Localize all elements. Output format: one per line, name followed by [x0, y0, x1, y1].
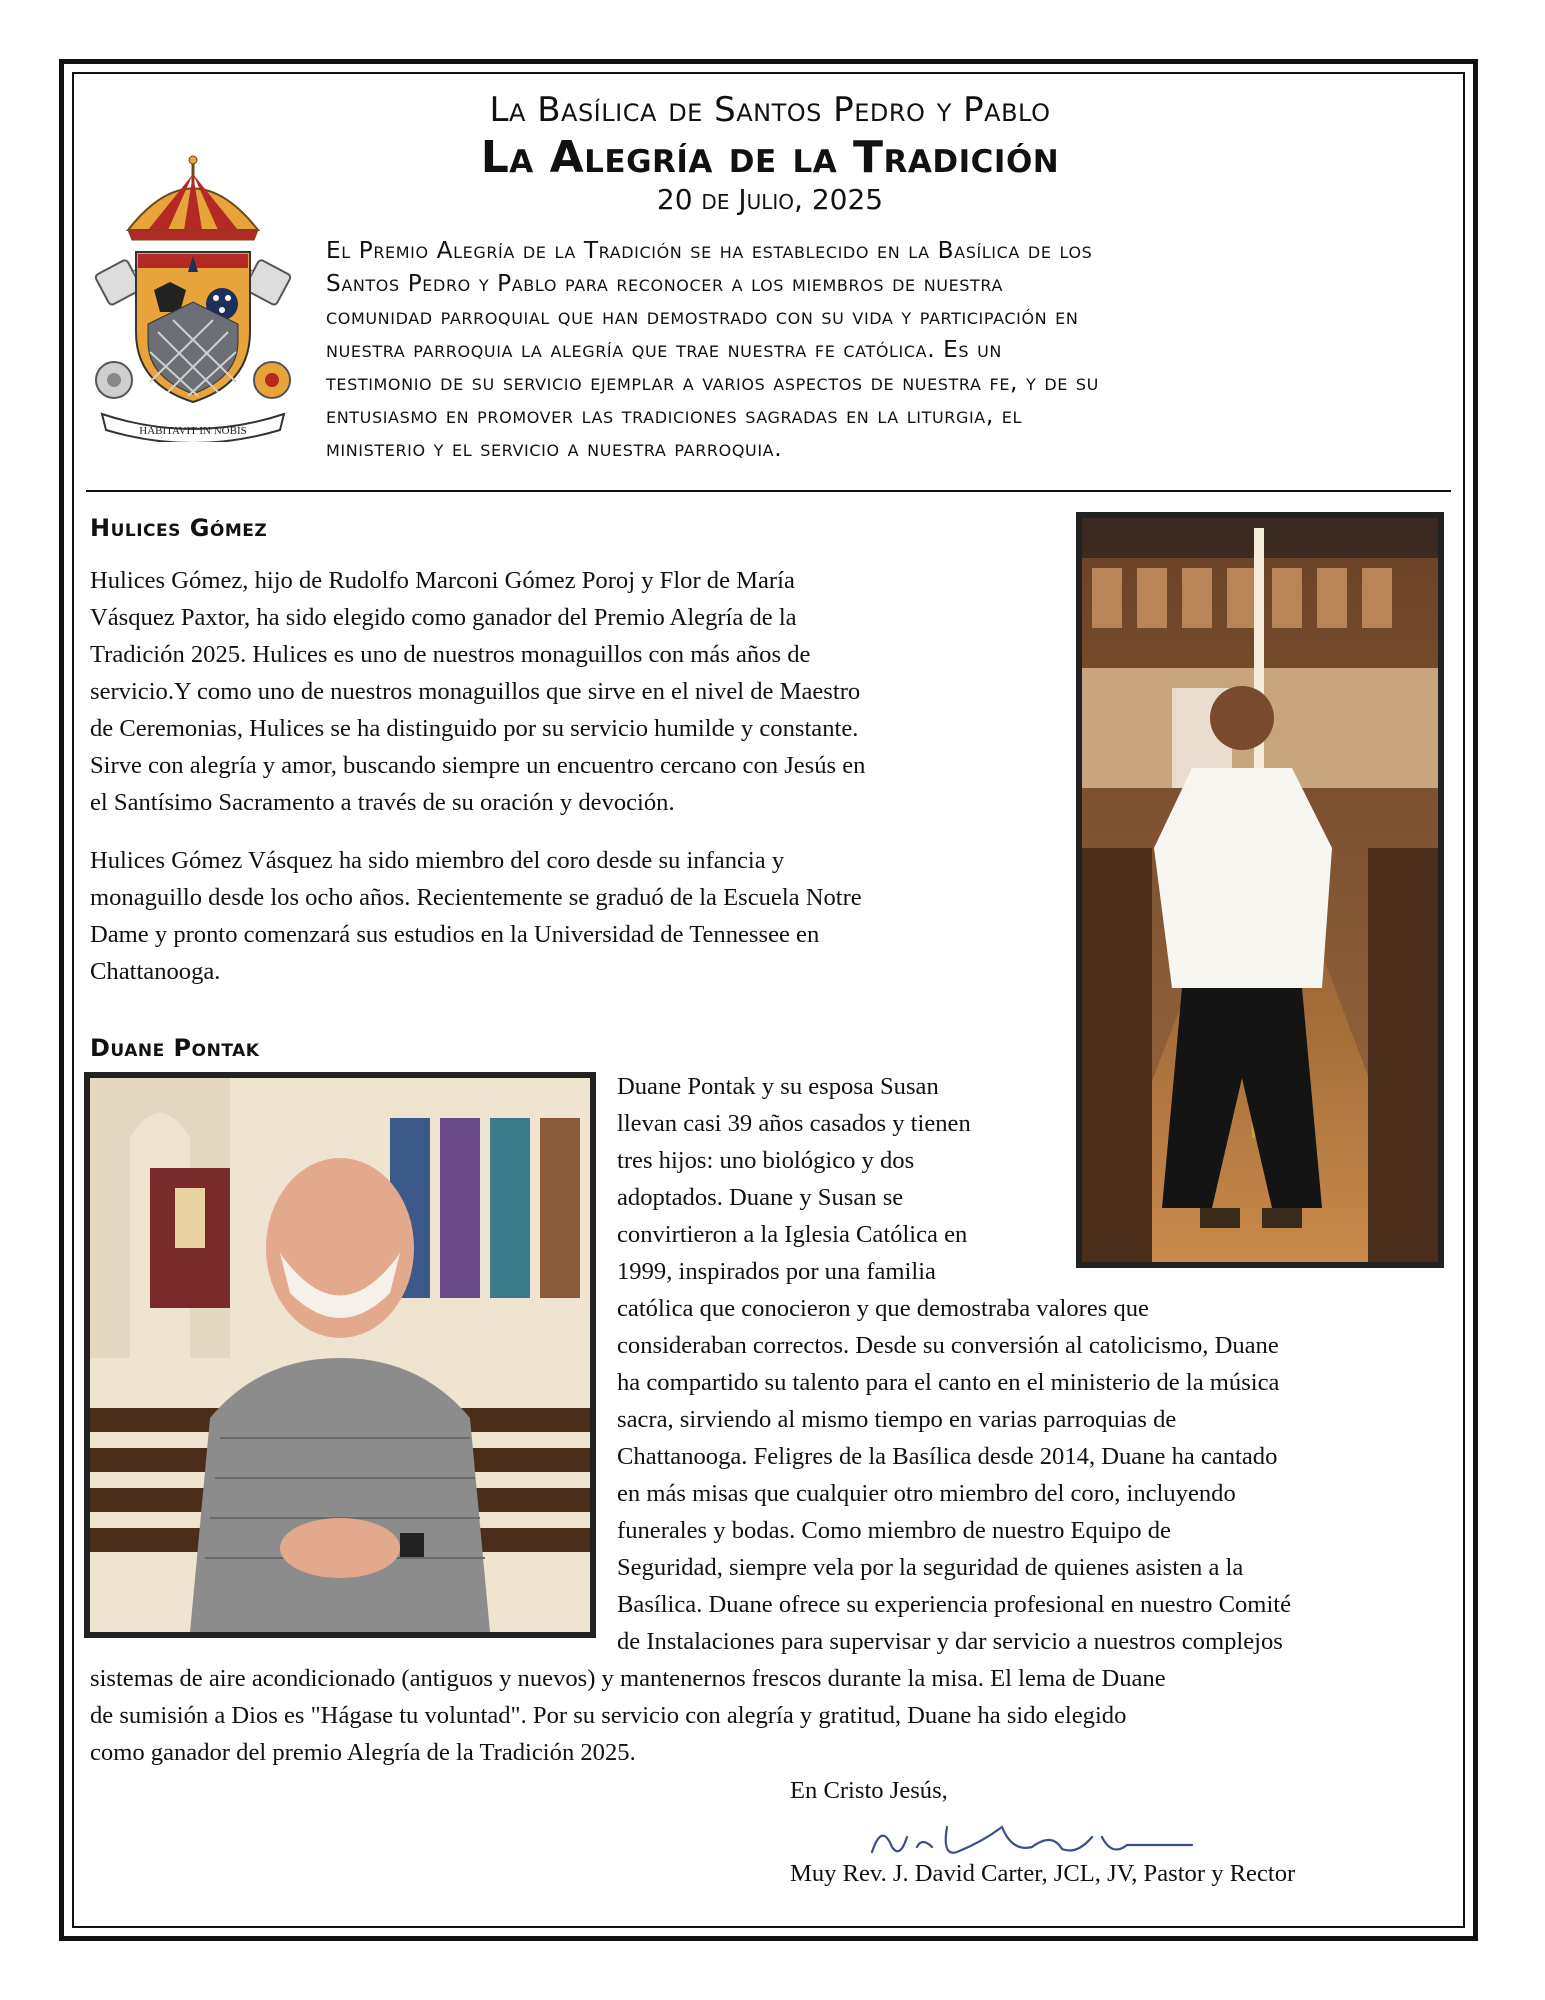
page-title: La Alegría de la Tradición — [480, 132, 1060, 183]
closing-salutation: En Cristo Jesús, — [790, 1777, 948, 1804]
duane-paragraph-narrow: Duane Pontak y su esposa Susan llevan casi 39 años casados y tienen tres hijos: uno biológico y dos adoptados. Duane y Susan se convirtieron a la Iglesia Católica en 1999, inspirados por una familia — [617, 1073, 971, 1285]
altar-server-image — [1082, 518, 1438, 1262]
basilica-crest-icon — [88, 152, 298, 442]
duane-photo — [84, 1072, 596, 1638]
duane-paragraph-medium: católica que conocieron y que demostraba valores que consideraban correctos. Desde su conversión al catolicismo, Duane ha compartido su talento para el canto en el ministerio de la música sacra, sirviendo al mismo tiempo en varias parroquias de Chattanooga. Feligres de la Basílica desde 2014, Duane ha cantado en más misas que cualquier otro miembro del coro, incluyendo funerales y bodas. Como miembro de nuestro Equipo de Seguridad, siempre vela por la seguridad de quienes asisten a la Basílica. Duane ofrece su experiencia profesional en nuestro Comité de Instalaciones para supervisar y dar servicio a nuestros complejos — [617, 1295, 1292, 1655]
duane-paragraph-wide: sistemas de aire acondicionado (antiguos y nuevos) y mantenernos frescos durante la misa. El lema de Duane de sumisión a Dios es "Hágase tu voluntad". Por su servicio con alegría y gratitud, Duane ha sido elegido como ganador del premio Alegría de la Tradición 2025. — [90, 1665, 1166, 1766]
altar-server-photo — [1076, 512, 1444, 1268]
signature-icon — [862, 1807, 1212, 1867]
hulices-paragraph-2: Hulices Gómez Vásquez ha sido miembro del coro desde su infancia y monaguillo desde los ocho años. Recientemente se graduó de la Escuela Notre Dame y pronto comenzará sus estudios en la Universidad de Tennessee en Chattanooga. — [90, 847, 862, 985]
date: 20 de Julio, 2025 — [656, 183, 884, 216]
basilica-name: La Basílica de Santos Pedro y Pablo — [489, 90, 1051, 130]
section-divider — [86, 490, 1451, 492]
crest-motto: HABITAVIT IN NOBIS — [139, 425, 247, 437]
duane-heading: Duane Pontak — [90, 1034, 260, 1062]
hulices-heading: Hulices Gómez — [90, 514, 268, 542]
signatory-name: Muy Rev. J. David Carter, JCL, JV, Pastor y Rector — [790, 1860, 1296, 1887]
duane-portrait-image — [90, 1078, 590, 1632]
hulices-paragraph-1: Hulices Gómez, hijo de Rudolfo Marconi Gómez Poroj y Flor de María Vásquez Paxtor, ha sido elegido como ganador del Premio Alegría de la Tradición 2025. Hulices es uno de nuestros monaguillos con más años de servicio.Y como uno de nuestros monaguillos que sirve en el nivel de Maestro de Ceremonias, Hulices se ha distinguido por su servicio humilde y constante. Sirve con alegría y amor, buscando siempre un encuentro cercano con Jesús en el Santísimo Sacramento a través de su oración y devoción. — [90, 567, 866, 816]
intro-paragraph: El Premio Alegría de la Tradición se ha establecido en la Basílica de los Santos Pedro y Pablo para reconocer a los miembros de nuestra comunidad parroquial que han demostrado con su vida y participación en nuestra parroquia la alegría que trae nuestra fe católica. Es un testimonio de su servicio ejemplar a varios aspectos de nuestra fe, y de su entusiasmo en promover las tradiciones sagradas en la liturgia, el ministerio y el servicio a nuestra parroquia. — [326, 237, 1099, 462]
